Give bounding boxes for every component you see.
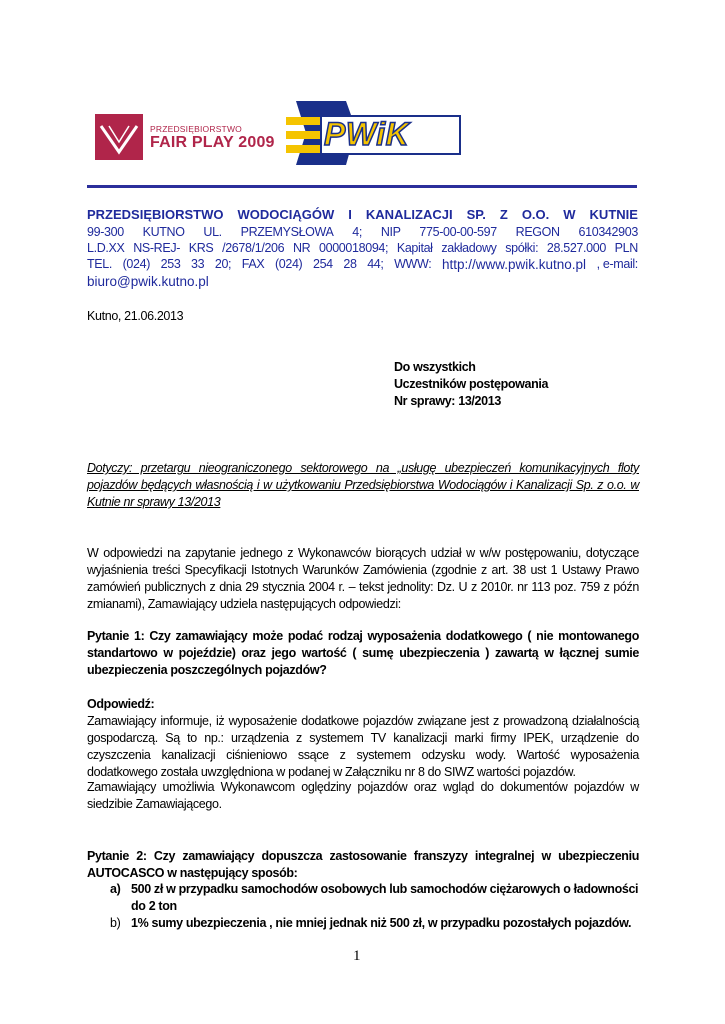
registration-word: zakładowy xyxy=(441,241,497,255)
registration-word: KRS xyxy=(188,241,214,255)
company-name-word: I xyxy=(348,207,352,222)
company-name-word: WODOCIĄGÓW xyxy=(237,207,335,222)
answer-1-paragraph: Zamawiający informuje, iż wyposażenie dodatkowe pojazdów związane jest z prowadzoną działalnością gospodarczą. Są to np.: urządzenia z systemem TV kanalizacji marki firmy IPEK, urządzenie do czyszczenia kanalizacji ciśnieniowo ssące z systemem odzysku wody. Wartość wyposażenia dodatkowego została uwzględniona w podanej w Załączniku nr 8 do SIWZ wartości pojazdów. xyxy=(87,714,639,779)
contact-word: 20; xyxy=(214,257,232,271)
registration-word: spółki: xyxy=(505,241,539,255)
contact-word: WWW: xyxy=(394,257,432,271)
contact-word: TEL. xyxy=(87,257,112,271)
address-word: PRZEMYSŁOWA xyxy=(240,225,334,239)
registration-word: NR xyxy=(292,241,311,255)
question-1: Pytanie 1: Czy zamawiający może podać rodzaj wyposażenia dodatkowego ( nie montowanego standartowo w pojeździe) oraz jego wartość ( sumę ubezpieczenia ) zawartą w łącznej sumie ubezpieczenia poszczególnych pojazdów? xyxy=(87,629,639,677)
answer-label: Odpowiedź: xyxy=(87,697,155,711)
list-marker: b) xyxy=(110,916,121,930)
fair-play-logo-mark xyxy=(95,114,143,160)
address-word: 4; xyxy=(352,225,363,239)
registration-word: Kapitał xyxy=(396,241,433,255)
page-number: 1 xyxy=(353,948,361,964)
company-address-line xyxy=(87,225,638,239)
document-date: Kutno, 21.06.2013 xyxy=(87,309,184,323)
company-name-word: KUTNIE xyxy=(589,207,638,222)
intro-paragraph: W odpowiedzi na zapytanie jednego z Wykonawców biorących udział w w/w postępowaniu, dotyczące wyjaśnienia treści Specyfikacji Istotnych Warunków Zamówienia (zgodnie z art. 38 ust 1 Ustawy Prawo zamówień publicznych z dnia 29 stycznia 2004 r. – tekst jednolity: Dz. U z 2010r. nr 113 poz. 759 z późn zmianami), Zamawiający udziela następujących odpowiedzi: xyxy=(87,546,639,611)
list-item-text: 1% sumy ubezpieczenia , nie mniej jednak niż 500 zł, w przypadku pozostałych pojazdów. xyxy=(131,916,632,930)
recipient-line: Uczestników postępowania xyxy=(394,377,549,391)
contact-word: , e-mail: xyxy=(596,257,638,271)
registration-word: PLN xyxy=(614,241,638,255)
company-name-word: KANALIZACJI xyxy=(365,207,453,222)
company-name-word: Z xyxy=(499,207,508,222)
registration-word: /2678/1/206 xyxy=(222,241,285,255)
fair-play-logo-big-text: FAIR PLAY 2009 xyxy=(150,134,275,151)
company-name-word: O.O. xyxy=(521,207,550,222)
company-registration-line xyxy=(87,241,638,255)
contact-word: 253 xyxy=(160,257,181,271)
recipient-line: Do wszystkich xyxy=(394,360,476,374)
company-name-word: W xyxy=(563,207,576,222)
address-word: REGON xyxy=(515,225,560,239)
question-2: Pytanie 2: Czy zamawiający dopuszcza zastosowanie franszyzy integralnej w ubezpieczeniu AUTOCASCO w następujący sposób: xyxy=(87,849,639,880)
recipient-block xyxy=(394,359,548,410)
company-contact-line xyxy=(87,257,638,272)
contact-word: (024) xyxy=(122,257,151,271)
registration-word: 0000018094; xyxy=(319,241,389,255)
address-word: 775-00-00-597 xyxy=(419,225,497,239)
header-divider xyxy=(87,185,637,188)
company-name-word: SP. xyxy=(466,207,486,222)
list-item-text: 500 zł w przypadku samochodów osobowych lub samochodów ciężarowych o ładowności do 2 ton xyxy=(131,882,639,913)
address-word: 99-300 xyxy=(87,225,124,239)
answer-1-paragraph-2: Zamawiający umożliwia Wykonawcom oględziny pojazdów oraz wgląd do dokumentów pojazdów w siedzibie Zamawiającego. xyxy=(87,780,639,811)
case-number: Nr sprawy: 13/2013 xyxy=(394,394,501,408)
list-marker: a) xyxy=(110,882,121,896)
address-word: 610342903 xyxy=(578,225,638,239)
registration-word: 28.527.000 xyxy=(546,241,606,255)
email-link[interactable]: biuro@pwik.kutno.pl xyxy=(87,274,209,289)
registration-word: L.D.XX xyxy=(87,241,125,255)
company-name-word: PRZEDSIĘBIORSTWO xyxy=(87,207,224,222)
contact-word: 33 xyxy=(191,257,205,271)
pwik-logo-text: PWiK xyxy=(324,116,410,152)
contact-word: 28 xyxy=(343,257,357,271)
contact-word: FAX xyxy=(241,257,265,271)
address-word: UL. xyxy=(203,225,222,239)
fair-play-logo-small-text: PRZEDSIĘBIORSTWO xyxy=(150,124,242,134)
contact-word: 254 xyxy=(312,257,333,271)
address-word: KUTNO xyxy=(142,225,185,239)
website-link[interactable]: http://www.pwik.kutno.pl xyxy=(441,257,587,272)
subject-line: Dotyczy: przetargu nieograniczonego sektorowego na „usługę ubezpieczeń komunikacyjnych floty pojazdów będących własnością i w użytkowaniu Przedsiębiorstwa Wodociągów i Kanalizacji Sp. z o.o. w Kutnie nr sprawy 13/2013 xyxy=(87,461,639,509)
contact-word: (024) xyxy=(274,257,303,271)
contact-word: 44; xyxy=(367,257,384,271)
registration-word: NS-REJ- xyxy=(133,241,181,255)
company-name xyxy=(87,207,638,222)
address-word: NIP xyxy=(380,225,401,239)
